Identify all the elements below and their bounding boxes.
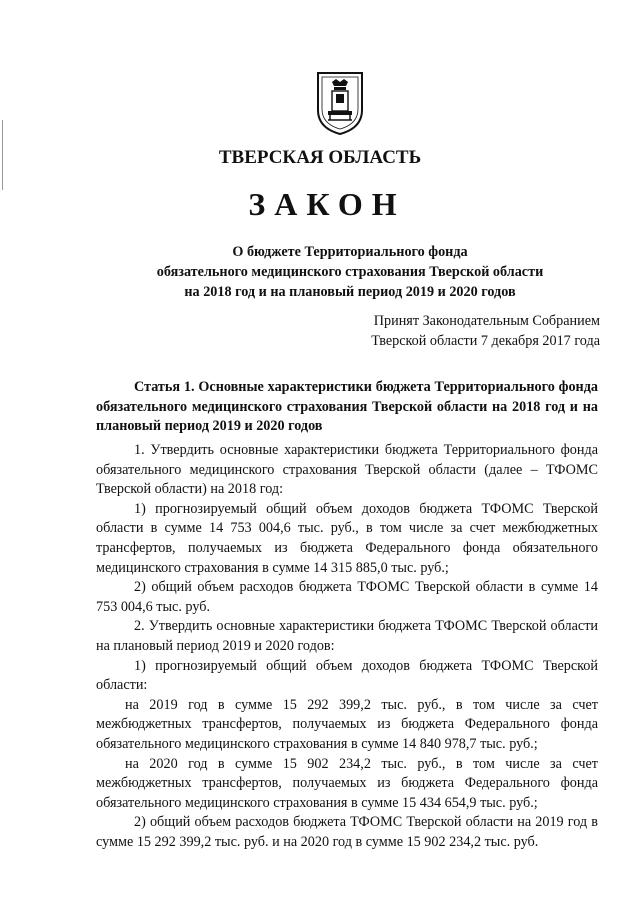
subtitle-line: О бюджете Территориального фонда <box>232 244 468 260</box>
region-title: ТВЕРСКАЯ ОБЛАСТЬ <box>218 147 422 168</box>
article-heading: Статья 1. Основные характеристики бюджета Территориального фонда обязательного медицинского страхования Тверской области на 2018 год и на плановый период 2019 и 2020 годов <box>96 379 598 434</box>
paragraph: 1) прогнозируемый общий объем доходов бюджета ТФОМС Тверской области: <box>96 657 598 694</box>
law-subtitle <box>80 242 620 302</box>
law-title: ЗАКОН <box>248 186 406 222</box>
adoption-line: Принят Законодательным Собранием <box>373 313 600 329</box>
adoption-line: Тверской области 7 декабря 2017 года <box>371 333 600 349</box>
subtitle-line: на 2018 год и на плановый период 2019 и 2020 годов <box>184 284 516 300</box>
subtitle-line: обязательного медицинского страхования Тверской области <box>156 264 544 280</box>
paragraph: 1. Утвердить основные характеристики бюджета Территориального фонда обязательного медицинского страхования Тверской области (далее – ТФОМС Тверской области) на 2018 год: <box>96 442 598 498</box>
coat-of-arms-emblem <box>316 70 364 136</box>
paragraph: 1) прогнозируемый общий объем доходов бюджета ТФОМС Тверской области в сумме 14 753 004,6 тыс. руб., в том числе за счет межбюджетных трансфертов, получаемых из бюджета Федерального фонда обязательного медицинского страхования в сумме 14 315 885,0 тыс. руб.; <box>96 500 598 576</box>
paragraph: 2) общий объем расходов бюджета ТФОМС Тверской области в сумме 14 753 004,6 тыс. руб. <box>96 579 598 615</box>
paragraph: 2. Утвердить основные характеристики бюджета ТФОМС Тверской области на плановый период 2019 и 2020 годов: <box>96 618 598 654</box>
paragraph: на 2020 год в сумме 15 902 234,2 тыс. руб., в том числе за счет межбюджетных трансфертов, получаемых из бюджета Федерального фонда обязательного медицинского страхования в сумме 15 434 654,9 тыс. руб.; <box>96 755 598 811</box>
adoption-note <box>371 311 600 351</box>
article-body <box>96 441 598 852</box>
paragraph: 2) общий объем расходов бюджета ТФОМС Тверской области на 2019 год в сумме 15 292 399,2 тыс. руб. и на 2020 год в сумме 15 902 234,2 тыс. руб. <box>96 814 598 850</box>
paragraph: на 2019 год в сумме 15 292 399,2 тыс. руб., в том числе за счет межбюджетных трансфертов, получаемых из бюджета Федерального фонда обязательного медицинского страхования в сумме 14 840 978,7 тыс. руб.; <box>96 696 598 752</box>
